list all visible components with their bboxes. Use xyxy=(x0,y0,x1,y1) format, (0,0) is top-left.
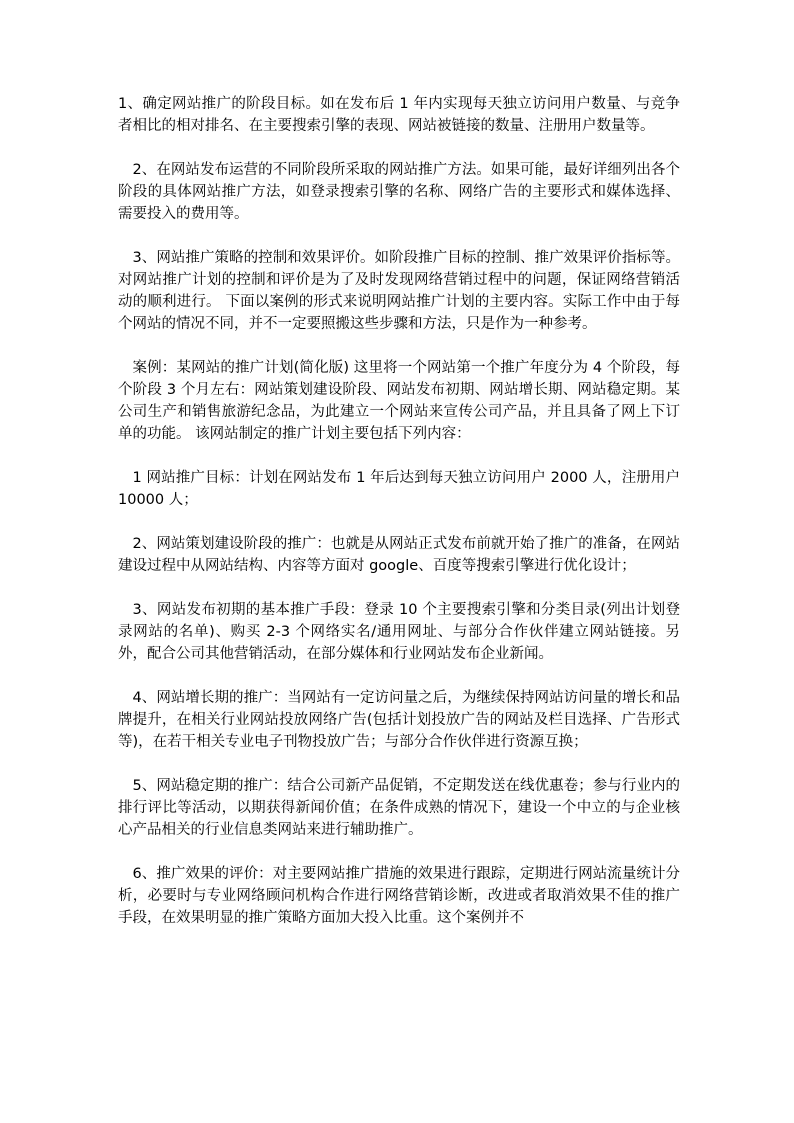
paragraph-effect-evaluation: 6、推广效果的评价：对主要网站推广措施的效果进行跟踪，定期进行网站流量统计分析，必要时与专业网络顾问机构合作进行网络营销诊断，改进或者取消效果不佳的推广手段，在效果明显的推广策略方面加大投入比重。这个案例并不 xyxy=(118,866,680,926)
paragraph-launch-stage: 3、网站发布初期的基本推广手段：登录 10 个主要搜索引擎和分类目录(列出计划登录网站的名单)、购买 2-3 个网络实名/通用网址、与部分合作伙伴建立网站链接。另外，配合公司其他营销活动，在部分媒体和行业网站发布企业新闻。 xyxy=(118,602,680,662)
paragraph-growth-stage: 4、网站增长期的推广：当网站有一定访问量之后，为继续保持网站访问量的增长和品牌提升，在相关行业网站投放网络广告(包括计划投放广告的网站及栏目选择、广告形式等)，在若干相关专业电子刊物投放广告；与部分合作伙伴进行资源互换； xyxy=(118,690,680,750)
paragraph-stage-goals: 1、确定网站推广的阶段目标。如在发布后 1 年内实现每天独立访问用户数量、与竞争者相比的相对排名、在主要搜索引擎的表现、网站被链接的数量、注册用户数量等。 xyxy=(118,96,680,134)
paragraph-promotion-target: 1 网站推广目标：计划在网站发布 1 年后达到每天独立访问用户 2000 人，注册用户 10000 人； xyxy=(118,470,680,508)
paragraph-planning-stage: 2、网站策划建设阶段的推广：也就是从网站正式发布前就开始了推广的准备，在网站建设过程中从网站结构、内容等方面对 google、百度等搜索引擎进行优化设计； xyxy=(118,536,680,574)
document-body xyxy=(118,93,680,951)
paragraph-promotion-methods: 2、在网站发布运营的不同阶段所采取的网站推广方法。如果可能，最好详细列出各个阶段的具体网站推广方法，如登录搜索引擎的名称、网络广告的主要形式和媒体选择、需要投入的费用等。 xyxy=(118,162,680,222)
paragraph-stable-stage: 5、网站稳定期的推广：结合公司新产品促销，不定期发送在线优惠卷；参与行业内的排行评比等活动，以期获得新闻价值；在条件成熟的情况下，建设一个中立的与企业核心产品相关的行业信息类网站来进行辅助推广。 xyxy=(118,778,680,838)
paragraph-strategy-control: 3、网站推广策略的控制和效果评价。如阶段推广目标的控制、推广效果评价指标等。对网站推广计划的控制和评价是为了及时发现网络营销过程中的问题，保证网络营销活动的顺利进行。 下面以案例的形式来说明网站推广计划的主要内容。实际工作中由于每个网站的情况不同，并不一定要照搬这些步骤和方法，只是作为一种参考。 xyxy=(118,250,680,332)
paragraph-case-intro: 案例：某网站的推广计划(简化版) 这里将一个网站第一个推广年度分为 4 个阶段，每个阶段 3 个月左右：网站策划建设阶段、网站发布初期、网站增长期、网站稳定期。某公司生产和销售旅游纪念品，为此建立一个网站来宣传公司产品，并且具备了网上下订单的功能。 该网站制定的推广计划主要包括下列内容： xyxy=(118,360,680,442)
